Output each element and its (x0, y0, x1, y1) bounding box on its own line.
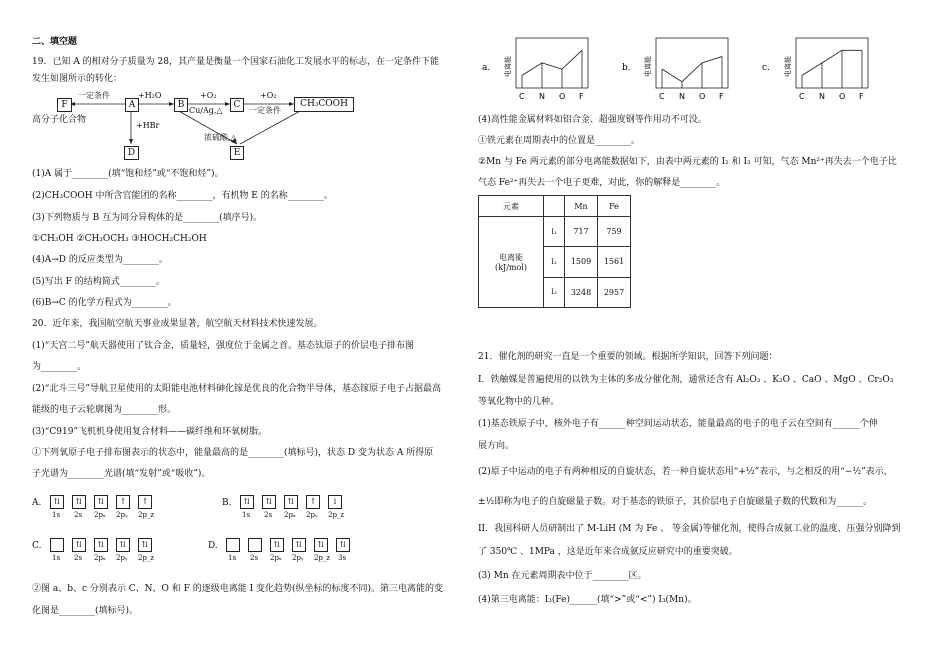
orbital-label: 2pₓ (270, 554, 282, 562)
reaction-diagram (32, 86, 362, 166)
table-cell: I₁ (544, 217, 565, 247)
chart-frame (516, 38, 588, 88)
orbital-label: 1s (228, 554, 237, 562)
q19-part6: (6)B→C 的化学方程式为________。 (32, 298, 177, 308)
q20-part3-2-line1: ②图 a、b、c 分别表示 C、N、O 和 F 的逐级电离能 I 变化趋势(纵坐标的标度不同)。第三电离能的变 (32, 584, 444, 594)
chart-tick-label: O (559, 92, 566, 101)
orbital-label: 2pᵧ (116, 554, 128, 562)
q20-part2-line2: 能级的电子云轮廓图为________形。 (32, 405, 177, 415)
q21-part1-line2: 展方向。 (478, 441, 515, 451)
chart-series-line (662, 57, 722, 82)
chart-series-line (522, 50, 582, 75)
q20-part4-1: ①铁元素在周期表中的位置是________。 (478, 136, 641, 146)
ionization-table (478, 195, 631, 308)
table-header-cell: Mn (565, 196, 598, 217)
chart-series-line (802, 50, 862, 75)
orbital-label: 2pₓ (94, 554, 106, 562)
chart-label: c. (762, 63, 770, 73)
option-a (32, 495, 212, 525)
chart-2 (762, 38, 868, 101)
node-f: F (57, 98, 72, 112)
option-b-label: B. (222, 498, 232, 508)
orbital-box: ⇅ (262, 495, 276, 509)
q20-part1-line1: (1)“天宫二号”航天器使用了钛合金，质量轻，强度位于金属之首。基态钛原子的价层电子排布图 (32, 341, 414, 351)
orbital-box: ⇅ (336, 538, 350, 552)
q20-part2-line1: (2)“北斗三号”导航卫星使用的太阳能电池材料砷化镓是优良的化合物半导体，基态镓原子电子占据最高 (32, 384, 441, 394)
node-e: E (230, 146, 244, 160)
table-header-cell (544, 196, 565, 217)
option-d-label: D. (208, 541, 218, 551)
q21-part2-line2: ±½即称为电子的自旋磁量子数。对于基态的铁原子，其价层电子自旋磁量子数的代数和为______。 (478, 497, 873, 507)
orbital-box: ⇅ (50, 495, 64, 509)
cond-f-a: 一定条件 (78, 91, 110, 100)
node-b: B (174, 98, 188, 112)
orbital-label: 2pᵧ (116, 511, 128, 519)
chart-1 (622, 38, 728, 101)
orbital-label: 1s (52, 511, 61, 519)
orbital-label: 2p_z (328, 511, 345, 519)
option-a-label: A. (32, 498, 42, 508)
q21-part4: (4)第三电离能：I₃(Fe)______(填“>”或“<”) I₃(Mn)。 (478, 595, 697, 605)
q19-part3-options: ①CH₃OH ②CH₃OCH₃ ③HOCH₂CH₂OH (32, 234, 207, 244)
q20-part4: (4)高性能金属材料如铝合金、超强度钢等作用功不可没。 (478, 115, 707, 125)
q19-part1: (1)A 属于________(填“饱和烃”或“不饱和烃”)。 (32, 169, 224, 179)
q21-II-line2: 了 350℃ 、1MPa ，这是近年来合成氨反应研究中的重要突破。 (478, 547, 738, 557)
q20-intro: 20．近年来，我国航空航天事业成果显著，航空航天材料技术快速发展。 (32, 319, 323, 329)
chart-tick-label: F (579, 92, 584, 101)
chart-tick-label: N (679, 92, 685, 101)
chart-tick-label: F (859, 92, 864, 101)
orbital-box: ⇅ (284, 495, 298, 509)
orbital-box: ⇅ (72, 538, 86, 552)
orbital-box: ↑ (116, 495, 130, 509)
polymer-label: 高分子化合物 (32, 115, 87, 125)
q20-part3-1-line1: ①下列氧原子电子排布图表示的状态中，能量最高的是________(填标号)，状态 D 变为状态 A 所得原 (32, 448, 434, 458)
node-ch3cooh: CH₃COOH (294, 97, 354, 112)
cond-b-c-bottom: Cu/Ag,△ (189, 106, 223, 115)
orbital-label: 2s (264, 511, 273, 519)
orbital-box: ⇅ (138, 538, 152, 552)
orbital-box: ⇅ (240, 495, 254, 509)
table-cell: I₂ (544, 247, 565, 277)
q20-part3-1-line2: 子光谱为________光谱(填“发射”或“吸收”)。 (32, 469, 211, 479)
q20-part4-2-line2: 气态 Fe²⁺再失去一个电子更难，对此，你的解释是________。 (478, 178, 726, 188)
q19-intro-line2: 发生如图所示的转化： (32, 74, 123, 84)
cond-a-d: +HBr (136, 121, 160, 130)
q20-part4-2-line1: ②Mn 与 Fe 两元素的部分电离能数据如下，由表中两元素的 I₂ 和 I₃ 可知，气态 Mn²⁺再失去一个电子比 (478, 157, 897, 167)
orbital-box: ⇅ (72, 495, 86, 509)
orbital-label: 2p_z (138, 511, 155, 519)
q20-part3: (3)“C919”飞机机身使用复合材料——碳纤维和环氧树脂。 (32, 427, 268, 437)
cond-c-acid-top: +O₂ (260, 91, 277, 100)
orbital-box: ⇅ (94, 538, 108, 552)
q20-part1-line2: 为________。 (32, 362, 87, 372)
orbital-label: 2s (74, 511, 83, 519)
q20-part3-2-line2: 化图是________(填标号)。 (32, 606, 139, 616)
charts-svg (478, 30, 923, 110)
orbital-label: 1s (242, 511, 251, 519)
chart-0 (482, 38, 588, 101)
orbital-label: 2s (250, 554, 259, 562)
q21-part1-line1: (1)基态铁原子中，核外电子有______种空间运动状态，能量最高的电子的电子云在空间有______个伸 (478, 419, 878, 429)
table-cell: 717 (565, 217, 598, 247)
orbital-box (50, 538, 64, 552)
orbital-label: 2pᵧ (306, 511, 318, 519)
chart-ylabel: 电离能 (784, 56, 792, 77)
orbital-box: ⇅ (314, 538, 328, 552)
chart-label: b. (622, 63, 631, 73)
chart-tick-label: N (539, 92, 545, 101)
row-label-line2: (kJ/mol) (495, 263, 527, 272)
table-row-label (479, 217, 544, 308)
q19-part2: (2)CH₃COOH 中所含官能团的名称________，有机物 E 的名称________。 (32, 191, 333, 201)
table-header-row (479, 196, 631, 217)
option-c (32, 538, 212, 568)
cond-a-b: +H₂O (138, 91, 162, 100)
section-title: 二、填空题 (32, 37, 78, 47)
table-cell: I₃ (544, 277, 565, 307)
orbital-box: ↑ (138, 495, 152, 509)
q21-intro: 21．催化剂的研究一直是一个重要的领域。根据所学知识，回答下列问题： (478, 352, 778, 362)
table-header-cell: 元素 (479, 196, 544, 217)
option-c-label: C. (32, 541, 42, 551)
orbital-box: ⇅ (292, 538, 306, 552)
orbital-box: ⇅ (116, 538, 130, 552)
ionization-charts (478, 30, 923, 110)
table-cell: 759 (598, 217, 631, 247)
chart-tick-label: F (719, 92, 724, 101)
q19-part5: (5)写出 F 的结构简式________。 (32, 277, 165, 287)
q21-part3: (3) Mn 在元素周期表中位于________区。 (478, 571, 647, 581)
node-c: C (230, 98, 244, 112)
cond-e: 浓硫酸,△ (204, 133, 237, 142)
chart-tick-label: O (839, 92, 846, 101)
q19-part4: (4)A→D 的反应类型为________。 (32, 255, 168, 265)
orbital-box: ⇅ (94, 495, 108, 509)
cond-c-acid-bottom: 一定条件 (249, 106, 281, 115)
orbital-label: 1s (52, 554, 61, 562)
q21-I-line1: I．铁触媒是普遍使用的以铁为主体的多成分催化剂，通常还含有 Al₂O₃ 、K₂O 、CaO 、MgO 、Cr₂O₃ (478, 375, 894, 385)
q21-II-line1: II．我国科研人员研制出了 M-LiH (M 为 Fe 、 等金属)等催化剂，使得合成氨工业的温度、压强分别降到 (478, 524, 901, 534)
chart-tick-label: O (699, 92, 706, 101)
node-d: D (124, 146, 139, 160)
chart-tick-label: C (519, 92, 525, 101)
orbital-box (226, 538, 240, 552)
table-cell: 3248 (565, 277, 598, 307)
chart-tick-label: N (819, 92, 825, 101)
table-row (479, 217, 631, 247)
q19-intro-line1: 19．已知 A 的相对分子质量为 28，其产量是衡量一个国家石油化工发展水平的标志，在一定条件下能 (32, 57, 439, 67)
cond-b-c-top: +O₂ (200, 91, 217, 100)
chart-frame (656, 38, 728, 88)
option-d (208, 538, 408, 568)
table-cell: 1509 (565, 247, 598, 277)
table-header-cell: Fe (598, 196, 631, 217)
orbital-label: 2s (74, 554, 83, 562)
chart-ylabel: 电离能 (504, 56, 512, 77)
chart-tick-label: C (659, 92, 665, 101)
q21-part2-line1: (2)原子中运动的电子有两种相反的自旋状态，若一种自旋状态用“+½”表示，与之相反的用“−½”表示， (478, 467, 893, 477)
node-a: A (125, 98, 139, 112)
chart-ylabel: 电离能 (644, 56, 652, 77)
orbital-label: 2pᵧ (292, 554, 304, 562)
orbital-label: 3s (338, 554, 347, 562)
q19-part3: (3)下列物质与 B 互为同分异构体的是________(填序号)。 (32, 213, 263, 223)
chart-label: a. (482, 63, 491, 73)
orbital-box (248, 538, 262, 552)
option-b (222, 495, 402, 525)
orbital-label: 2p_z (138, 554, 155, 562)
chart-frame (796, 38, 868, 88)
row-label-line1: 电离能 (499, 253, 523, 262)
table-cell: 2957 (598, 277, 631, 307)
table-cell: 1561 (598, 247, 631, 277)
orbital-box: ⇅ (270, 538, 284, 552)
orbital-box: ↓ (328, 495, 342, 509)
orbital-label: 2pₓ (284, 511, 296, 519)
orbital-box: ↑ (306, 495, 320, 509)
orbital-label: 2p_z (314, 554, 331, 562)
chart-tick-label: C (799, 92, 805, 101)
orbital-label: 2pₓ (94, 511, 106, 519)
q21-I-line2: 等氧化物中的几种。 (478, 397, 560, 407)
